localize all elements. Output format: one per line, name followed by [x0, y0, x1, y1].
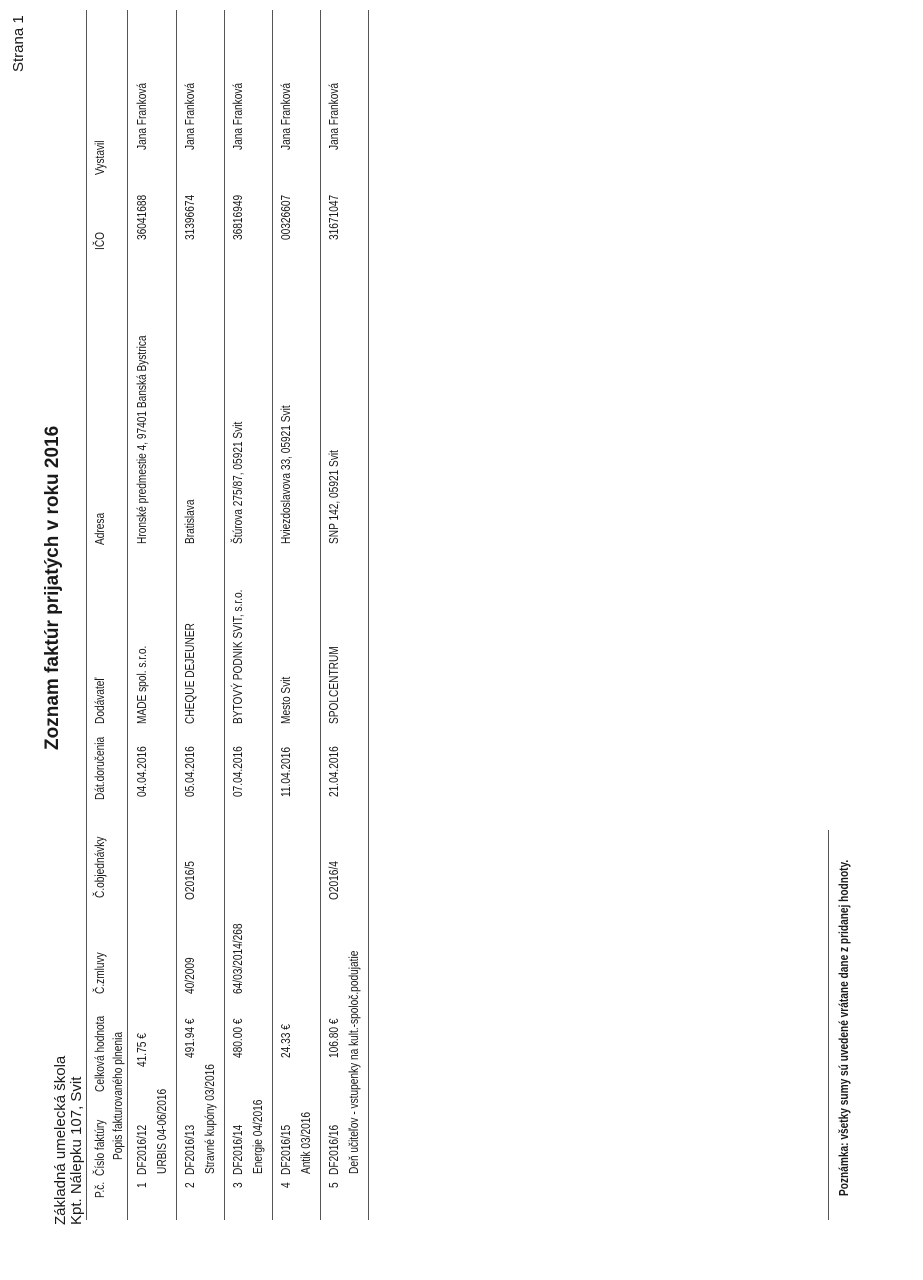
row-adresa: Štúrova 275/87, 05921 Svit	[230, 421, 245, 544]
row-ico: 31671047	[326, 194, 341, 240]
row-datum: 07.04.2016	[230, 746, 245, 797]
row-datum: 11.04.2016	[278, 746, 293, 797]
row-adresa: Hviezdoslavova 33, 05921 Svit	[278, 405, 293, 544]
col-vystavil: Vystavil	[92, 140, 107, 175]
row-hodnota: 41.75 €	[134, 1033, 149, 1067]
row-popis: Antik 03/2016	[298, 1111, 313, 1174]
row-datum: 05.04.2016	[182, 746, 197, 797]
row-zmluva: 40/2009	[182, 957, 197, 994]
row-ico: 31396674	[182, 194, 197, 240]
col-zmluva: Č.zmluvy	[92, 952, 107, 994]
row-objednavka: O2016/4	[326, 861, 341, 900]
row-dodavatel: MADE spol. s.r.o.	[134, 645, 149, 724]
col-ico: IČO	[92, 231, 107, 250]
row-ico: 36041688	[134, 194, 149, 240]
row-pc: 1	[134, 1182, 149, 1188]
footnote: Poznámka: všetky sumy sú uvedené vrátane dane z pridanej hodnoty.	[836, 859, 851, 1196]
row-dodavatel: CHEQUE DEJEUNER	[182, 623, 197, 724]
col-hodnota: Celková hodnota	[92, 1015, 107, 1092]
row-vystavil: Jana Franková	[134, 82, 149, 150]
row-dodavatel: Mesto Svit	[278, 676, 293, 724]
row-popis: URBIS 04-06/2016	[154, 1088, 169, 1174]
row-zmluva: 64/03/2014/268	[230, 923, 245, 994]
row-datum: 04.04.2016	[134, 746, 149, 797]
row-cislo: DF2016/12	[134, 1124, 149, 1175]
col-cislo: Číslo faktúry	[92, 1119, 107, 1176]
row-dodavatel: BYTOVÝ PODNIK SVIT, s.r.o.	[230, 589, 245, 724]
row-cislo: DF2016/16	[326, 1124, 341, 1175]
row-pc: 5	[326, 1182, 341, 1188]
row-vystavil: Jana Franková	[278, 82, 293, 150]
col-adresa: Adresa	[92, 512, 107, 545]
row-adresa: Bratislava	[182, 499, 197, 544]
row-vystavil: Jana Franková	[326, 82, 341, 150]
col-objednavka: Č.objednávky	[92, 836, 107, 898]
col-dodavatel: Dodávateľ	[92, 677, 107, 724]
row-datum: 21.04.2016	[326, 746, 341, 797]
row-ico: 00326607	[278, 194, 293, 240]
row-hodnota: 480.00 €	[230, 1018, 245, 1058]
page-number: Strana 1	[10, 15, 27, 72]
page-title: Zoznam faktúr prijatých v roku 2016	[42, 425, 63, 750]
school-address: Kpt. Nálepku 107, Svit	[68, 1076, 85, 1225]
row-adresa: Hronské predmestie 4, 97401 Banská Bystrica	[134, 335, 149, 544]
row-cislo: DF2016/14	[230, 1124, 245, 1175]
row-hodnota: 106.80 €	[326, 1018, 341, 1058]
row-pc: 4	[278, 1182, 293, 1188]
row-ico: 36816949	[230, 194, 245, 240]
row-dodavatel: SPOLCENTRUM	[326, 646, 341, 724]
row-adresa: SNP 142, 05921 Svit	[326, 450, 341, 544]
row-popis: Energie 04/2016	[250, 1099, 265, 1174]
row-vystavil: Jana Franková	[230, 82, 245, 150]
col-popis: Popis fakturovaného plnenia	[110, 1032, 125, 1160]
row-hodnota: 24.33 €	[278, 1024, 293, 1058]
row-pc: 3	[230, 1182, 245, 1188]
row-pc: 2	[182, 1182, 197, 1188]
col-datum: Dát.doručenia	[92, 736, 107, 800]
row-objednavka: O2016/5	[182, 861, 197, 900]
row-cislo: DF2016/13	[182, 1124, 197, 1175]
row-hodnota: 491.94 €	[182, 1018, 197, 1058]
row-cislo: DF2016/15	[278, 1124, 293, 1175]
col-pc: P.č.	[92, 1181, 107, 1198]
row-vystavil: Jana Franková	[182, 82, 197, 150]
row-popis: Stravné kupóny 03/2016	[202, 1064, 217, 1174]
row-popis: Deň učiteľov - vstupenky na kult.-spoloč.podujatie	[346, 950, 361, 1174]
school-name: Základná umelecká škola	[52, 1055, 69, 1225]
